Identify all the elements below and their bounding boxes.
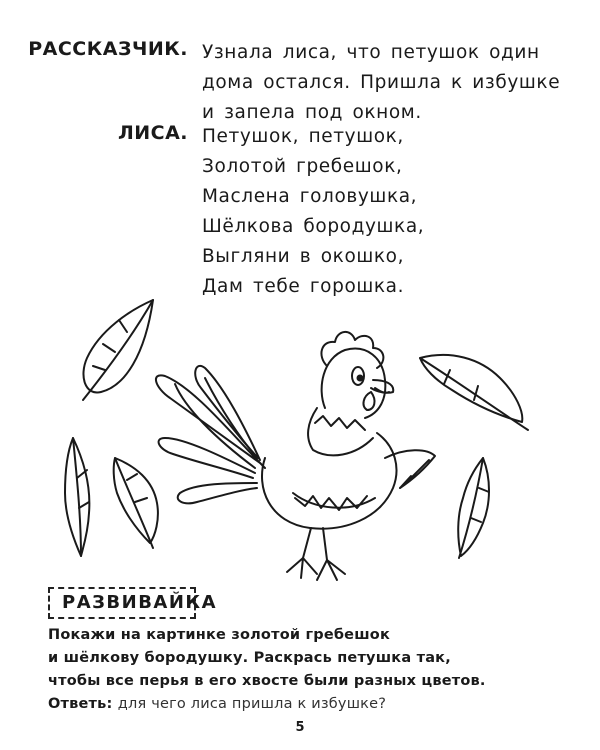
speech-line: Петушок, петушок, — [202, 126, 404, 147]
task-box-title-text: РАЗВИВАЙКА — [62, 592, 218, 613]
feather-icon — [83, 300, 153, 400]
instruction-line: и шёлкову бородушку. Раскрась петушка так, — [48, 650, 451, 666]
speaker-narrator: РАССКАЗЧИК. — [28, 38, 188, 60]
speech-line: Дам тебе горошка. — [202, 276, 405, 297]
speech-line: Узнала лиса, что петушок один — [202, 42, 540, 63]
answer-label: Ответь: — [48, 696, 113, 712]
speech-line: Выгляни в окошко, — [202, 246, 405, 267]
instruction-line: чтобы все перья в его хвосте были разных цветов. — [48, 673, 486, 689]
answer-question: для чего лиса пришла к избушке? — [117, 696, 387, 712]
speech-line: Шёлкова бородушка, — [202, 216, 425, 237]
answer-line — [48, 693, 588, 716]
speech-line: Золотой гребешок, — [202, 156, 403, 177]
feather-icon — [114, 458, 158, 548]
feather-icon — [458, 458, 489, 558]
speaker-fox: ЛИСА. — [117, 122, 188, 144]
speech-narrator — [202, 38, 582, 128]
page-number: 5 — [295, 720, 305, 735]
feather-icon — [420, 355, 528, 430]
speech-line: Маслена головушка, — [202, 186, 418, 207]
feather-icon — [65, 438, 89, 556]
rooster-icon — [156, 332, 435, 580]
rooster-illustration — [55, 288, 545, 588]
instruction-line: Покажи на картинке золотой гребешок — [48, 627, 391, 643]
task-box-title — [48, 587, 218, 619]
speech-line: дома остался. Пришла к избушке — [202, 72, 561, 93]
speech-fox — [202, 122, 582, 302]
task-instructions — [48, 624, 588, 716]
speech-line: и запела под окном. — [202, 102, 422, 123]
